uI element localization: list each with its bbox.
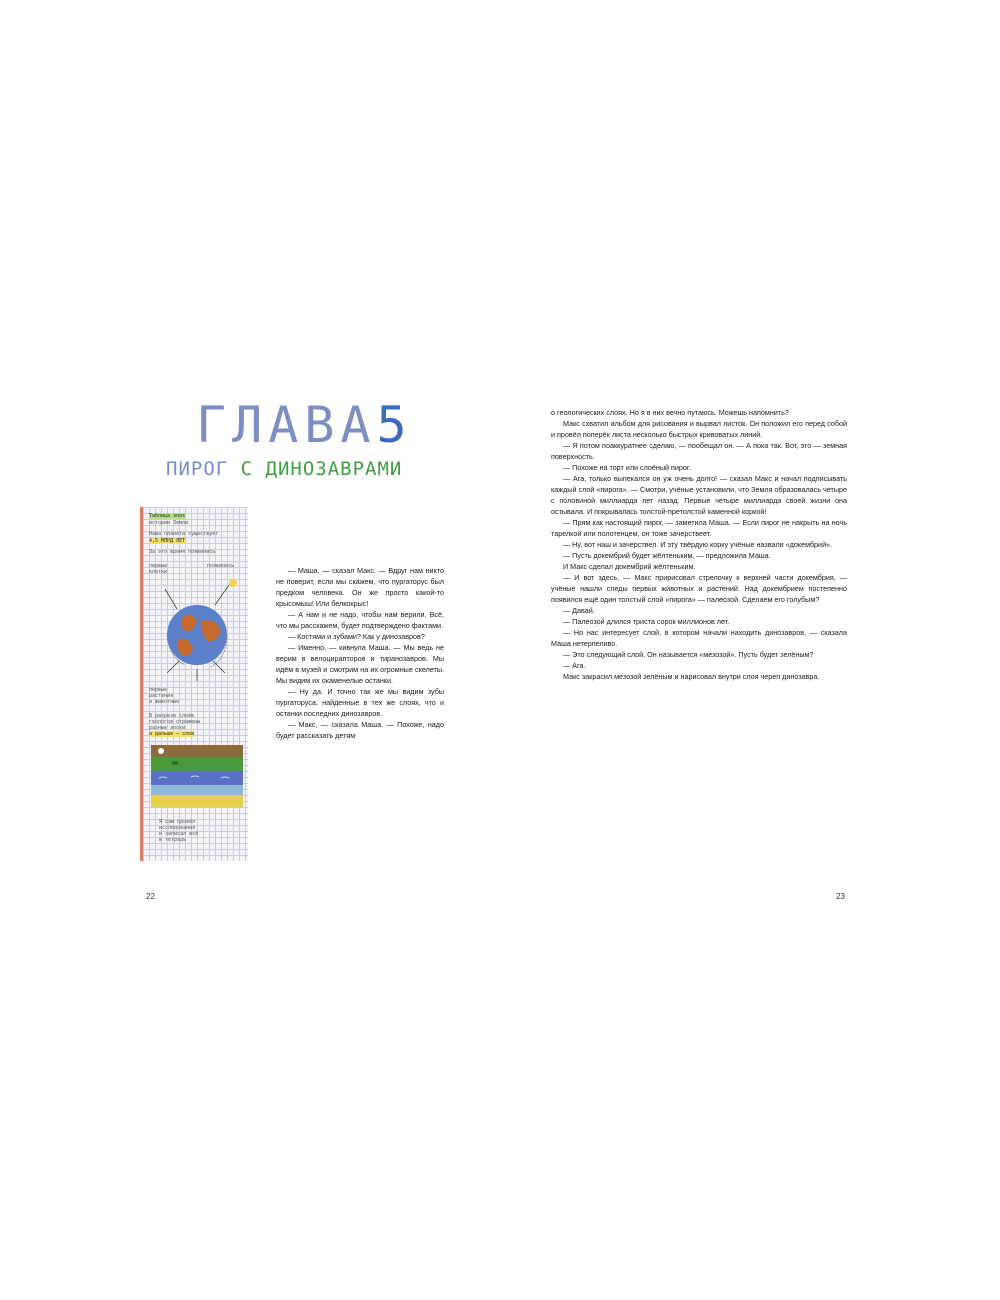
paragraph: — Костями и зубами? Как у динозавров? <box>288 632 425 641</box>
page-number-left: 22 <box>146 892 155 901</box>
paragraph: — Похоже на торт или слоёный пирог. <box>563 463 691 472</box>
notebook-line: В разрезе слоёв <box>149 713 195 719</box>
globe-icon <box>145 577 245 687</box>
paragraph: о геологических слоях. Но я в них вечно путаюсь. Можешь напомнить? <box>551 408 789 417</box>
paragraph: — Прям как настоящий пирог, — заметила Маша. — Если пирог не накрыть на ночь тарелкой или полотенцем, он тоже зачерствеет. <box>551 518 847 538</box>
right-text-column <box>551 407 847 682</box>
notebook-line: появились <box>207 563 235 569</box>
notebook-line: 4,5 МЛРД ЛЕТ <box>149 538 186 544</box>
paragraph: — Палеозой длился триста сорок миллионов лет. <box>563 617 730 626</box>
paragraph: — И вот здесь, — Макс пририсовал стрелочку к верхней части докембрия, — учёные нашли следы первых животных и растений. Над докембрием постепенно появился ещё один толстый слой «пирога» — палеозой. Сделаем его голубым? <box>551 573 847 604</box>
notebook-line: и животные <box>149 699 180 705</box>
paragraph: — Ага, только выпекался он уж очень долго! — сказал Макс и начал подписывать каждый слой «пирога». — Смотри, учёные установили, что Земля образовалась четыре с половиной миллиарда лет назад. Первые четыре миллиарда своей жизни она остывала. И покрывалась толстой-претолстой каменной коркой! <box>551 474 847 516</box>
chapter-title-word: ГЛАВА <box>196 396 377 454</box>
notebook-line: первые <box>149 563 168 569</box>
rock-layers-icon <box>151 745 243 807</box>
page-number-right: 23 <box>836 892 845 901</box>
notebook-illustration <box>140 507 248 861</box>
paragraph: — Ага. <box>563 661 586 670</box>
notebook-line: Наша планета существует <box>149 531 219 537</box>
notebook-line: разные эпохи <box>149 725 186 731</box>
notebook-line: исследования <box>159 825 196 831</box>
paragraph: Макс закрасил мезозой зелёным и нарисовал внутри слоя череп динозавра. <box>563 672 820 681</box>
chapter-title <box>196 396 413 454</box>
notebook-line: растения <box>149 693 174 699</box>
chapter-subtitle-word-2: С ДИНОЗАВРАМИ <box>240 458 403 480</box>
paragraph: — Ну да. И точно так же мы видим зубы пургаторуса, найденные в тех же слоях, что и останки последних динозавров. <box>276 687 444 718</box>
paragraph: — А нам и не надо, чтобы нам верили. Всё, что мы расскажем, будет подтверждено фактами. <box>276 610 444 630</box>
chapter-subtitle-word-1: ПИРОГ <box>166 458 229 480</box>
chapter-subtitle <box>166 458 402 480</box>
paragraph: — Это следующий слой. Он называется «мезозой». Пусть будет зелёным? <box>563 650 814 659</box>
paragraph: — Именно, — кивнула Маша. — Мы ведь не верим в велоцирапторов и тиранозавров. Мы идём в музей и смотрим на их огромные скелеты. Мы видим их окаменелые останки. <box>276 643 444 685</box>
notebook-line: в тетрадь <box>159 837 187 843</box>
notebook-line: клетки <box>149 569 168 575</box>
chapter-number: 5 <box>376 396 413 454</box>
paragraph: И Макс сделал докембрий жёлтеньким. <box>563 562 696 571</box>
paragraph: — Давай. <box>563 606 595 615</box>
notebook-line: истории Земли <box>149 520 189 526</box>
paragraph: — Маша, — сказал Макс. — Вдруг нам никто не поверит, если мы скажем, что пургаторус был предком человека. Он же просто какой-то крысомыш! Или белкокрыс! <box>276 566 444 608</box>
paragraph: — Но нас интересует слой, в котором начали находить динозавров, — сказала Маша нетерпеливо. <box>551 628 847 648</box>
notebook-line: Я сам провёл <box>159 819 196 825</box>
paragraph: — Ну, вот наш и зачерствел. И эту твёрдую корку учёные назвали «докембрий». <box>563 540 833 549</box>
notebook-line: геологов отражены <box>149 719 201 725</box>
paragraph: — Я потом поаккуратнее сделаю, — пообещал он. — А пока так. Вот, это — земная поверхность. <box>551 441 847 461</box>
notebook-line: и записал всё <box>159 831 199 837</box>
paragraph: — Пусть докембрий будет жёлтеньким, — предложила Маша. <box>563 551 771 560</box>
notebook-line: За это время появились <box>149 549 216 555</box>
paragraph: Макс схватил альбом для рисования и вырвал листок. Он положил его перед собой и провёл поперёк листа несколько быстрых кривоватых линий. <box>551 419 847 439</box>
notebook-line: а дальше — слои <box>149 731 195 737</box>
notebook-line: первые <box>149 687 168 693</box>
left-text-column <box>276 565 444 741</box>
notebook-line: Таблица эпох <box>149 513 186 519</box>
paragraph: — Макс, — сказала Маша. — Похоже, надо будет рассказать детям <box>276 720 444 740</box>
